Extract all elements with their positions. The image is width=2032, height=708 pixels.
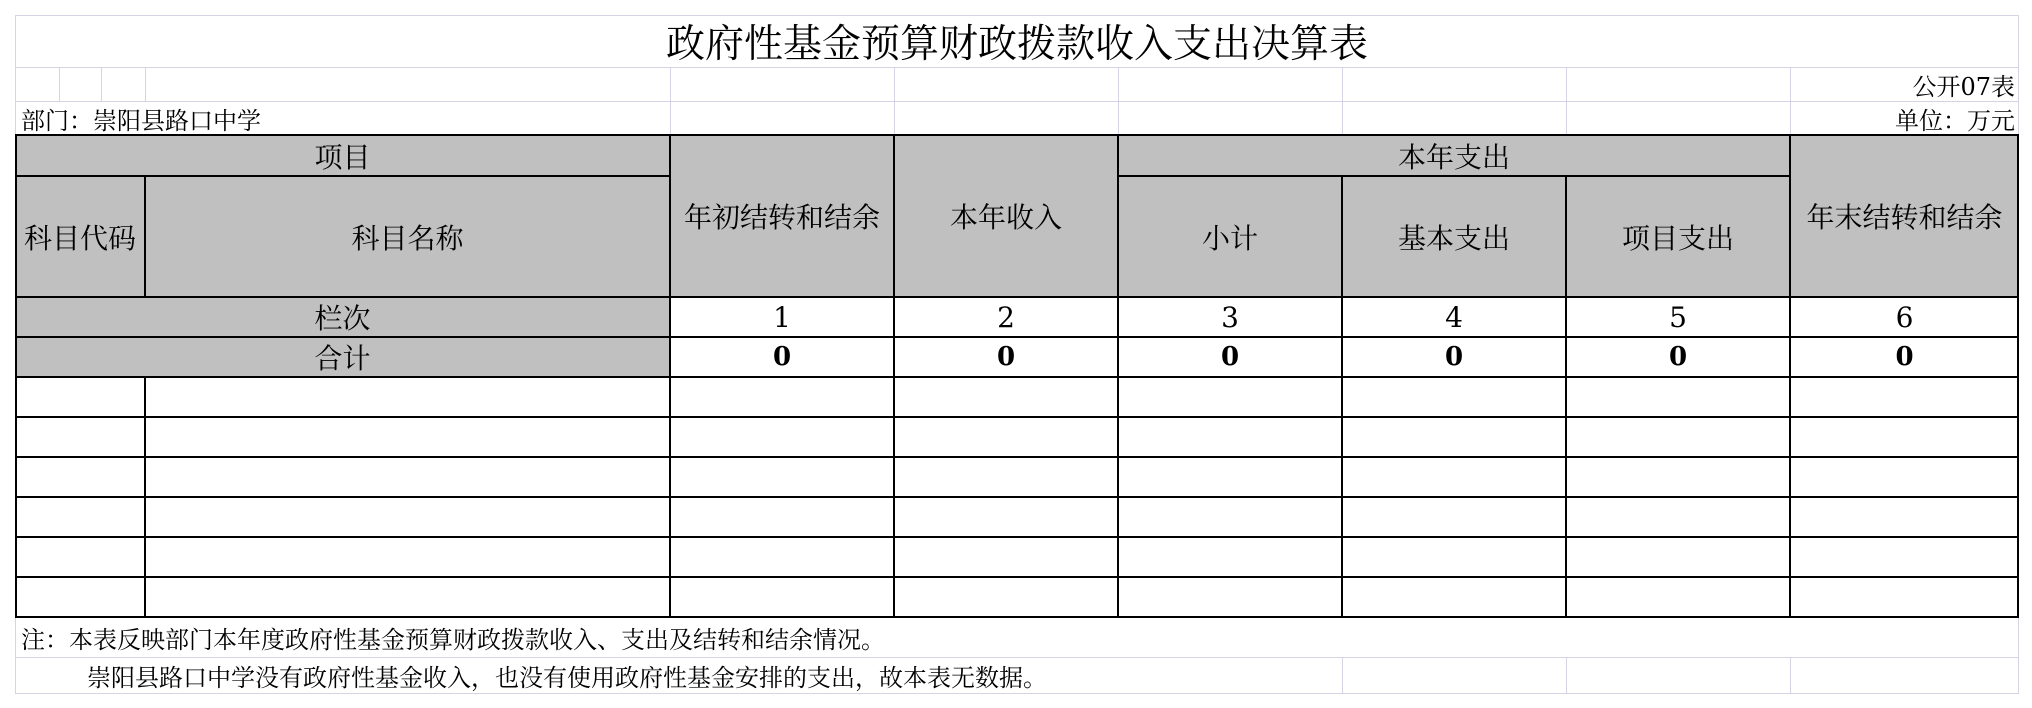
- total-value: 0: [1220, 342, 1240, 372]
- gridline: [59, 67, 60, 101]
- note-line: 崇阳县路口中学没有政府性基金收入，也没有使用政府性基金安排的支出，故本表无数据。: [87, 663, 1047, 692]
- form-number: 公开07表: [1912, 72, 2015, 101]
- gridline: [145, 67, 146, 101]
- column-row-label: 栏次: [314, 302, 371, 335]
- header-expense-group: 本年支出: [1397, 140, 1510, 174]
- total-value: 0: [1668, 342, 1688, 372]
- total-value: 0: [996, 342, 1016, 372]
- column-number: 5: [1669, 300, 1687, 334]
- column-number: 1: [773, 300, 791, 334]
- report-sheet: [15, 15, 2019, 694]
- header-begin-balance: 年初结转和结余: [683, 201, 880, 234]
- gridline: [15, 693, 2019, 694]
- header-income: 本年收入: [949, 201, 1062, 234]
- header-subtotal: 小计: [1201, 221, 1258, 255]
- column-number: 2: [997, 300, 1015, 334]
- header-item: 项目: [314, 140, 371, 174]
- header-end-balance: 年末结转和结余: [1806, 201, 2003, 234]
- unit-label: 单位：万元: [1895, 106, 2015, 135]
- table-border: [144, 377, 146, 617]
- table-border: [15, 496, 2019, 498]
- total-value: 0: [1895, 342, 1914, 372]
- table-border: [15, 576, 2019, 578]
- department-label: 部门：崇阳县路口中学: [21, 106, 261, 135]
- report-title: 政府性基金预算财政拨款收入支出决算表: [665, 22, 1368, 67]
- table-border: [15, 536, 2019, 538]
- total-value: 0: [1444, 342, 1464, 372]
- total-value: 0: [772, 342, 792, 372]
- column-number: 6: [1895, 300, 1914, 334]
- column-number: 4: [1445, 300, 1463, 334]
- header-subject-code: 科目代码: [23, 221, 136, 255]
- table-border: [15, 416, 2019, 418]
- note-line: 注：本表反映部门本年度政府性基金预算财政拨款收入、支出及结转和结余情况。: [21, 625, 885, 654]
- header-project-expense: 项目支出: [1621, 221, 1734, 255]
- gridline: [101, 67, 102, 101]
- gridline: [15, 617, 16, 694]
- gridline: [2018, 617, 2019, 694]
- table-border: [15, 456, 2019, 458]
- column-number: 3: [1221, 300, 1239, 334]
- header-basic-expense: 基本支出: [1397, 221, 1510, 255]
- header-subject-name: 科目名称: [351, 221, 464, 255]
- total-row-label: 合计: [314, 342, 371, 375]
